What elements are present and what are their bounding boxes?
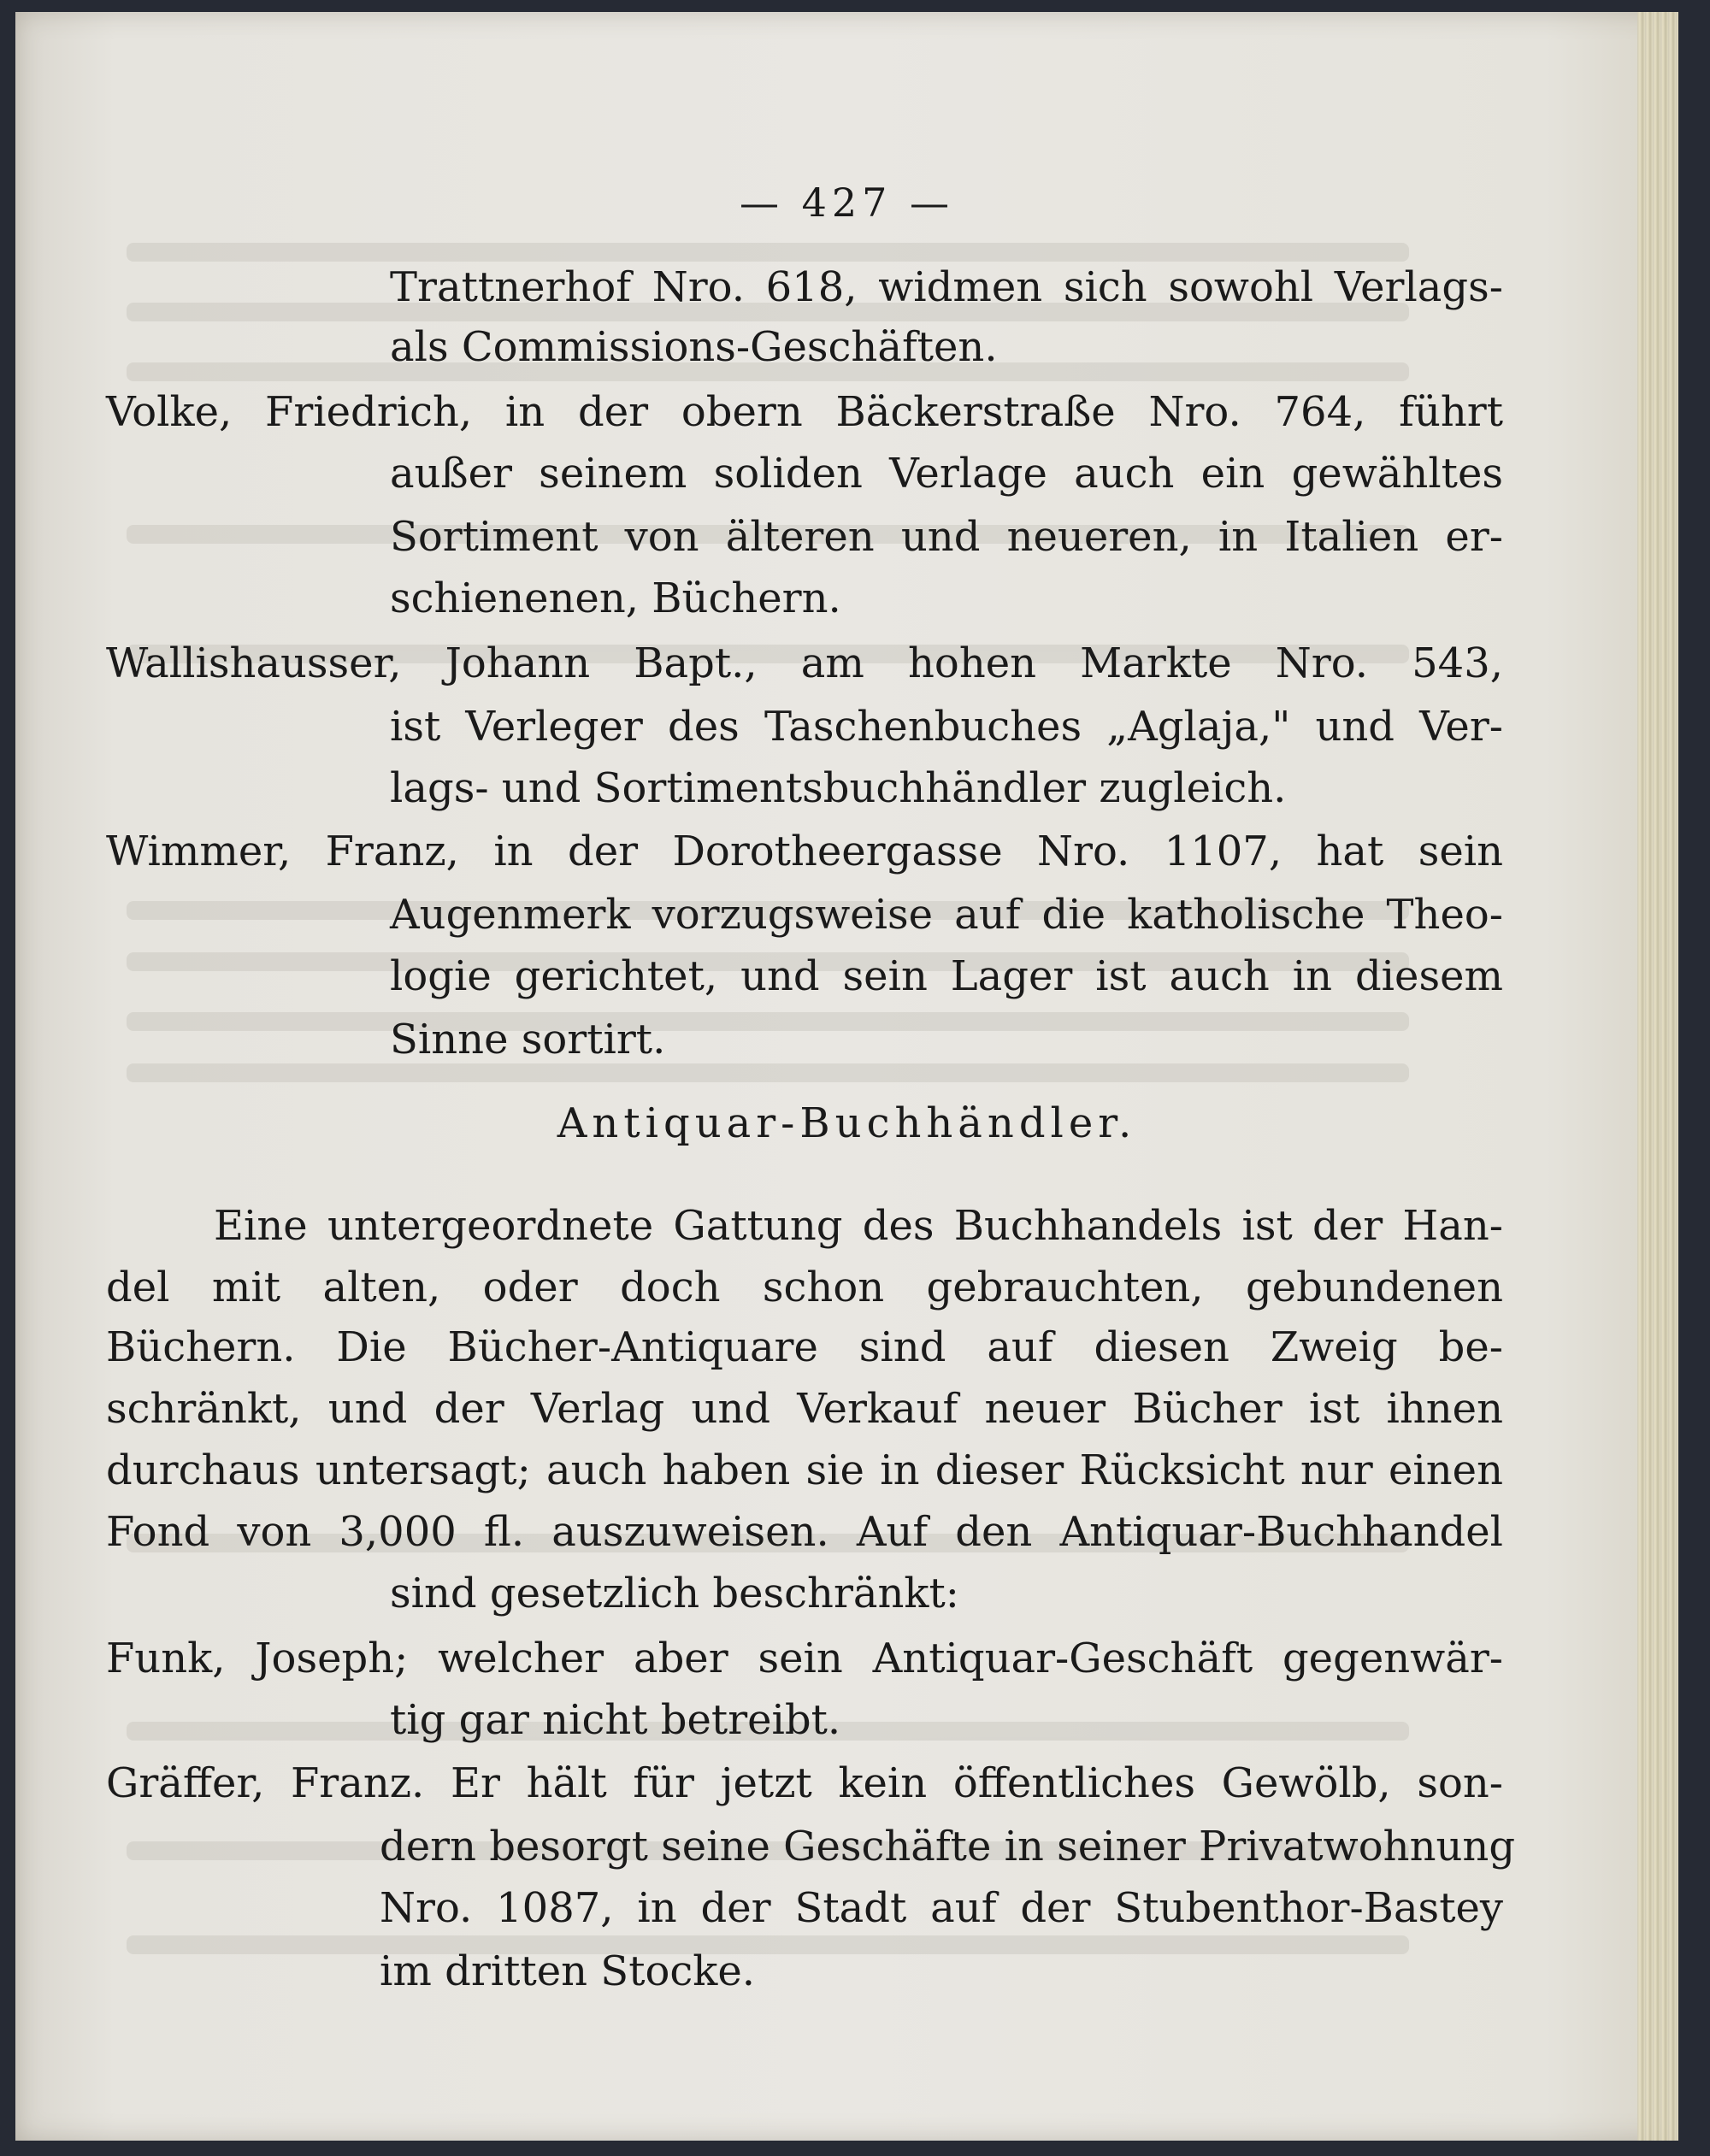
paragraph-line: Büchern. Die Bücher-Antiquare sind auf diesen Zweig be- <box>106 1323 1503 1371</box>
entry-line: Wallishausser, Johann Bapt., am hohen Markte Nro. 543, <box>106 639 1503 687</box>
text-line: dern besorgt seine Geschäfte in seiner Privatwohnung <box>380 1823 1516 1870</box>
entry-line: Funk, Joseph; welcher aber sein Antiquar-Geschäft gegenwär- <box>106 1635 1503 1682</box>
text-line: ist Verleger des Taschenbuches „Aglaja," und Ver- <box>390 703 1503 751</box>
entry-line: Wimmer, Franz, in der Dorotheergasse Nro. 1107, hat sein <box>106 828 1503 875</box>
page-number: — 427 — <box>739 180 955 226</box>
entry-line: Gräffer, Franz. Er hält für jetzt kein öffentliches Gewölb, son- <box>106 1759 1503 1807</box>
paragraph-line: Eine untergeordnete Gattung des Buchhandels ist der Han- <box>214 1202 1503 1250</box>
text-line: Augenmerk vorzugsweise auf die katholische Theo- <box>390 891 1503 939</box>
text-line: logie gerichtet, und sein Lager ist auch in diesem <box>390 952 1503 1000</box>
paragraph-line: del mit alten, oder doch schon gebrauchten, gebundenen <box>106 1264 1503 1311</box>
text-line: tig gar nicht betreibt. <box>390 1696 841 1744</box>
text-line: Sinne sortirt. <box>390 1016 666 1063</box>
text-line: als Commissions-Geschäften. <box>390 323 998 371</box>
paragraph-line: schränkt, und der Verlag und Verkauf neuer Bücher ist ihnen <box>106 1385 1503 1433</box>
text-line: im dritten Stocke. <box>380 1947 756 1995</box>
entry-line: Volke, Friedrich, in der obern Bäckerstraße Nro. 764, führt <box>106 388 1503 436</box>
text-line: schienenen, Büchern. <box>390 574 841 622</box>
section-heading: Antiquar-Buchhändler. <box>557 1099 1137 1147</box>
paragraph-line: sind gesetzlich beschränkt: <box>390 1570 959 1617</box>
paragraph-line: durchaus untersagt; auch haben sie in dieser Rücksicht nur einen <box>106 1446 1503 1494</box>
page-text <box>15 12 1678 2141</box>
paragraph-line: Fond von 3,000 fl. auszuweisen. Auf den Antiquar-Buchhandel <box>106 1508 1503 1556</box>
book-page <box>15 12 1678 2141</box>
text-line: Sortiment von älteren und neueren, in Italien er- <box>390 513 1503 561</box>
text-line: außer seinem soliden Verlage auch ein gewähltes <box>390 450 1503 498</box>
text-line: lags- und Sortimentsbuchhändler zugleich. <box>390 764 1287 812</box>
text-line: Nro. 1087, in der Stadt auf der Stubenthor-Bastey <box>380 1884 1503 1932</box>
text-line: Trattnerhof Nro. 618, widmen sich sowohl Verlags- <box>390 263 1503 311</box>
